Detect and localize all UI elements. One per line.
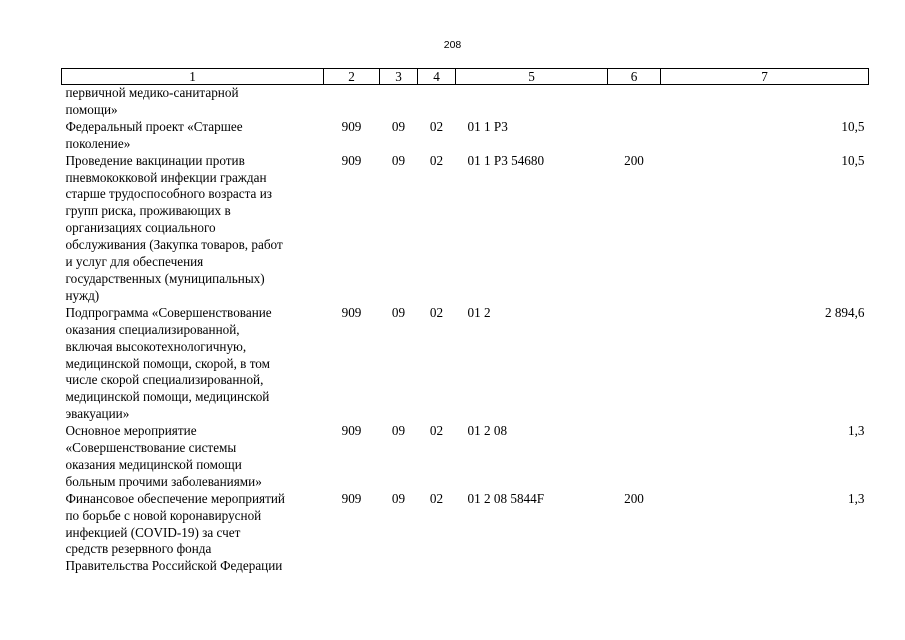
- cell-target-article: [456, 85, 608, 119]
- cell-subsection: 02: [429, 118, 444, 134]
- cell-name: [62, 305, 324, 423]
- cell-name-line: Правительства Российской Федерации: [65, 558, 283, 574]
- cell-name-line: эвакуации»: [65, 406, 130, 422]
- cell-name-line: Проведение вакцинации против: [65, 152, 245, 168]
- cell-name-line: и услуг для обеспечения: [65, 254, 204, 270]
- cell-expense-type: 200: [624, 490, 644, 506]
- cell-name-line: оказания специализированной,: [65, 321, 240, 337]
- cell-name-line: пневмококковой инфекции граждан: [65, 169, 267, 185]
- cell-expense-type: [608, 85, 661, 119]
- cell-name-line: нужд): [65, 287, 100, 303]
- cell-name-line: помощи»: [65, 101, 118, 117]
- cell-name-line: организациях социального: [65, 220, 216, 236]
- cell-name-line: оказания медицинской помощи: [65, 456, 242, 472]
- cell-expense-type: [608, 423, 661, 491]
- table-row: [62, 305, 869, 423]
- cell-name-line: Финансовое обеспечение мероприятий: [65, 490, 285, 506]
- cell-name-line: медицинской помощи, медицинской: [65, 389, 270, 405]
- cell-name-line: обслуживания (Закупка товаров, работ: [65, 237, 283, 253]
- cell-section: 09: [391, 490, 406, 506]
- header-col-5: 5: [456, 69, 608, 85]
- cell-name: [62, 85, 324, 119]
- cell-amount: 10,5: [841, 118, 865, 134]
- table-row: [62, 85, 869, 119]
- header-col-1: 1: [62, 69, 324, 85]
- cell-ministry-code: 909: [341, 423, 362, 439]
- cell-expense-type: [608, 305, 661, 423]
- cell-amount: [661, 85, 869, 119]
- cell-subsection: 02: [429, 152, 444, 168]
- cell-section: 09: [391, 423, 406, 439]
- cell-subsection: [418, 85, 456, 119]
- cell-name-line: поколение»: [65, 135, 131, 151]
- cell-amount: 1,3: [848, 423, 865, 439]
- cell-subsection: 02: [429, 304, 444, 320]
- table-row: [62, 153, 869, 305]
- cell-name-line: числе скорой специализированной,: [65, 372, 264, 388]
- cell-name: [62, 153, 324, 305]
- table-header: [62, 69, 869, 85]
- header-row: [62, 69, 869, 85]
- cell-expense-type: [608, 119, 661, 153]
- cell-amount: 10,5: [841, 152, 865, 168]
- cell-name-line: включая высокотехнологичную,: [65, 338, 247, 354]
- cell-target-article: 01 2: [467, 304, 491, 320]
- cell-name-line: медицинской помощи, скорой, в том: [65, 355, 270, 371]
- cell-name-line: «Совершенствование системы: [65, 440, 237, 456]
- cell-subsection: 02: [429, 423, 444, 439]
- cell-target-article: 01 2 08 5844F: [467, 490, 545, 506]
- table-row: [62, 119, 869, 153]
- cell-name: [62, 491, 324, 576]
- table-row: [62, 491, 869, 576]
- cell-name-line: Федеральный проект «Старшее: [65, 118, 243, 134]
- cell-name-line: групп риска, проживающих в: [65, 203, 231, 219]
- header-col-6: 6: [608, 69, 661, 85]
- cell-section: 09: [391, 152, 406, 168]
- cell-name-line: инфекцией (COVID-19) за счет: [65, 524, 241, 540]
- cell-name-line: больным прочими заболеваниями»: [65, 473, 262, 489]
- cell-name-line: государственных (муниципальных): [65, 270, 265, 286]
- cell-name-line: средств резервного фонда: [65, 541, 212, 557]
- header-col-3: 3: [380, 69, 418, 85]
- header-col-7: 7: [661, 69, 869, 85]
- cell-ministry-code: 909: [341, 152, 362, 168]
- cell-ministry-code: 909: [341, 118, 362, 134]
- cell-target-article: 01 1 P3: [467, 118, 508, 134]
- cell-name-line: Основное мероприятие: [65, 423, 197, 439]
- cell-ministry-code: 909: [341, 304, 362, 320]
- page-number: 208: [443, 39, 462, 51]
- cell-name-line: старше трудоспособного возраста из: [65, 186, 272, 202]
- header-col-4: 4: [418, 69, 456, 85]
- cell-name-line: по борьбе с новой коронавирусной: [65, 507, 262, 523]
- header-col-2: 2: [324, 69, 380, 85]
- cell-target-article: 01 2 08: [467, 423, 508, 439]
- cell-amount: 2 894,6: [824, 304, 865, 320]
- cell-target-article: 01 1 P3 54680: [467, 152, 545, 168]
- cell-section: [380, 85, 418, 119]
- cell-name: [62, 119, 324, 153]
- cell-section: 09: [391, 304, 406, 320]
- cell-ministry-code: [324, 85, 380, 119]
- cell-subsection: 02: [429, 490, 444, 506]
- cell-name: [62, 423, 324, 491]
- cell-ministry-code: 909: [341, 490, 362, 506]
- budget-table: [61, 68, 869, 575]
- cell-name-line: Подпрограмма «Совершенствование: [65, 304, 272, 320]
- table-body: [62, 85, 869, 576]
- cell-amount: 1,3: [848, 490, 865, 506]
- cell-name-line: первичной медико-санитарной: [65, 85, 239, 100]
- table-row: [62, 423, 869, 491]
- cell-section: 09: [391, 118, 406, 134]
- cell-expense-type: 200: [624, 152, 644, 168]
